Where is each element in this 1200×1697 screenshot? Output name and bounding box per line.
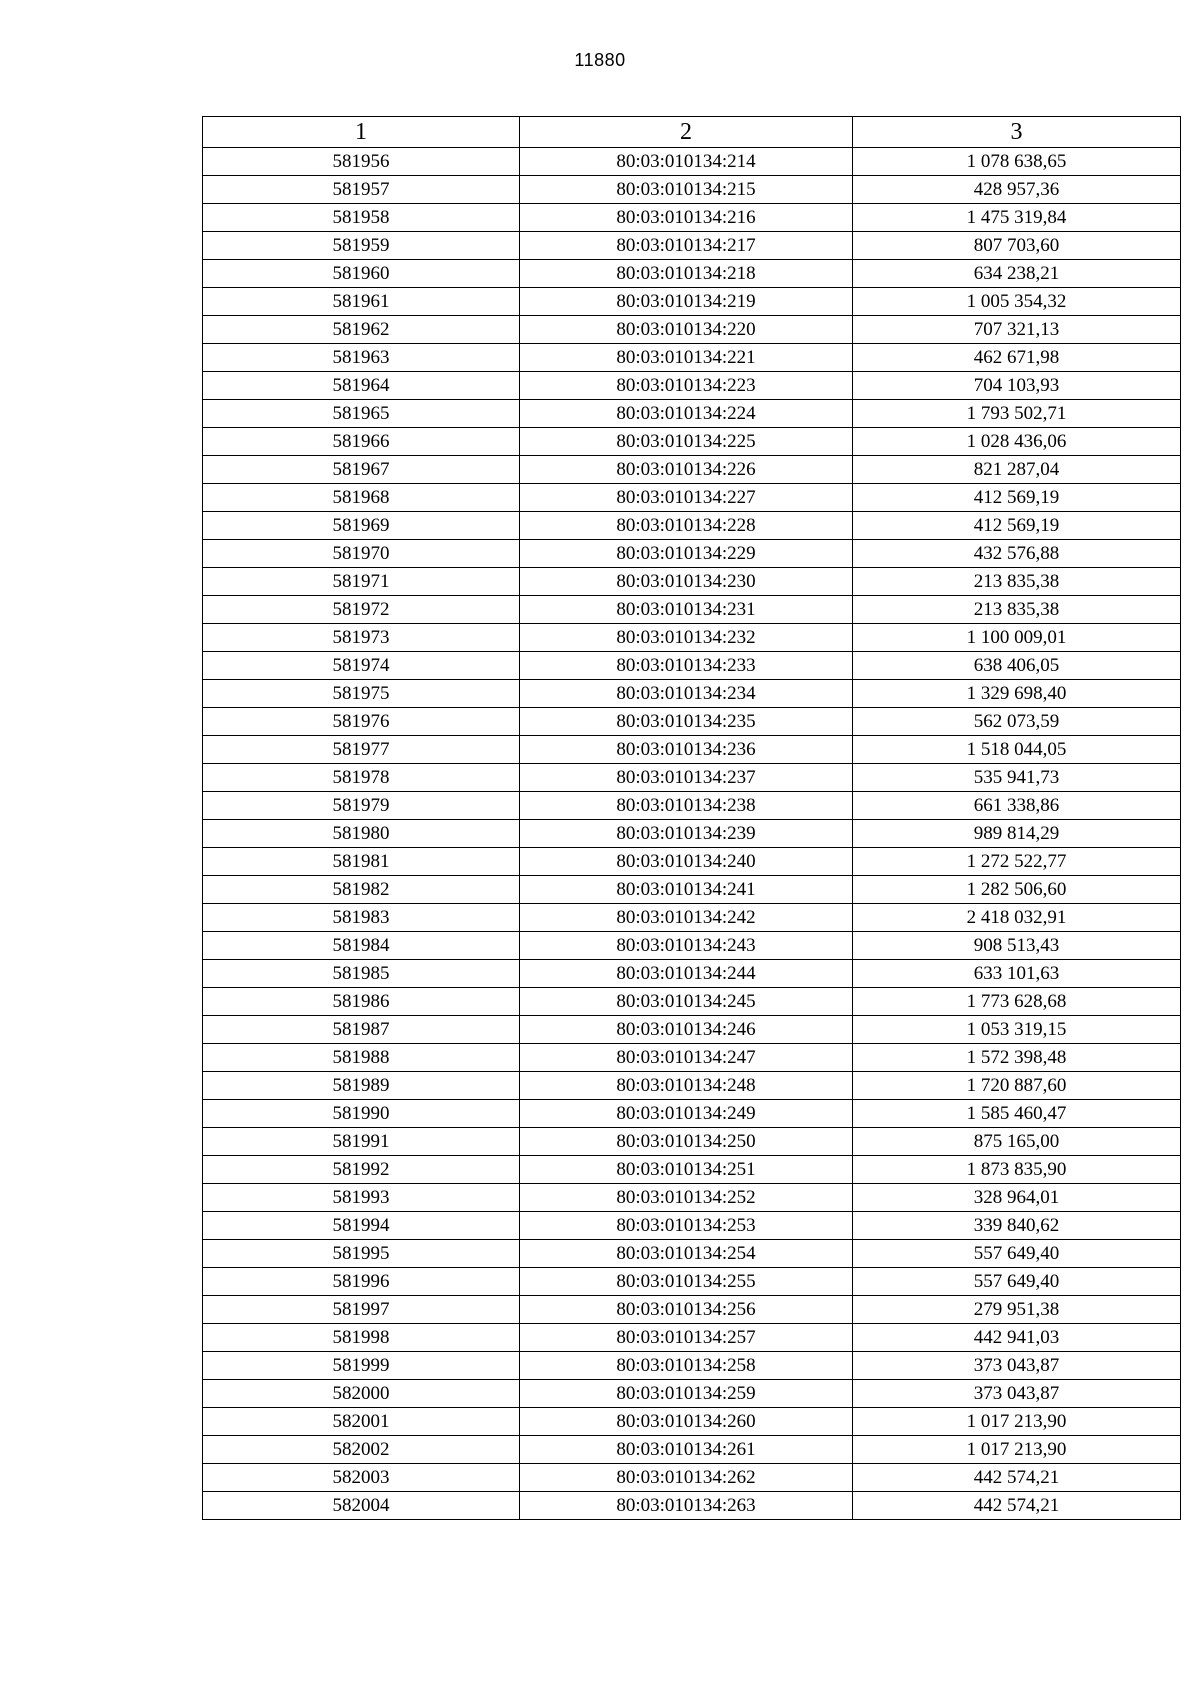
cell-number: 581970	[203, 540, 520, 568]
cell-number: 581975	[203, 680, 520, 708]
cell-cadastral-number: 80:03:010134:260	[520, 1408, 853, 1436]
table-row	[203, 456, 1181, 484]
cell-cadastral-number: 80:03:010134:225	[520, 428, 853, 456]
cell-value: 661 338,86	[853, 792, 1181, 820]
cell-value: 821 287,04	[853, 456, 1181, 484]
cell-number: 581972	[203, 596, 520, 624]
cell-value: 373 043,87	[853, 1352, 1181, 1380]
cell-number: 581957	[203, 176, 520, 204]
cell-cadastral-number: 80:03:010134:233	[520, 652, 853, 680]
cell-cadastral-number: 80:03:010134:258	[520, 1352, 853, 1380]
cell-value: 1 078 638,65	[853, 148, 1181, 176]
table-row	[203, 1212, 1181, 1240]
table-row	[203, 1296, 1181, 1324]
table-row	[203, 736, 1181, 764]
data-table	[202, 116, 1181, 1520]
cell-value: 1 518 044,05	[853, 736, 1181, 764]
cell-cadastral-number: 80:03:010134:234	[520, 680, 853, 708]
cell-number: 581974	[203, 652, 520, 680]
table-row	[203, 1156, 1181, 1184]
cell-number: 581973	[203, 624, 520, 652]
cell-number: 581993	[203, 1184, 520, 1212]
cell-cadastral-number: 80:03:010134:229	[520, 540, 853, 568]
cell-cadastral-number: 80:03:010134:247	[520, 1044, 853, 1072]
cell-cadastral-number: 80:03:010134:227	[520, 484, 853, 512]
cell-value: 1 585 460,47	[853, 1100, 1181, 1128]
cell-value: 428 957,36	[853, 176, 1181, 204]
cell-value: 707 321,13	[853, 316, 1181, 344]
cell-number: 581976	[203, 708, 520, 736]
table-row	[203, 1072, 1181, 1100]
cell-cadastral-number: 80:03:010134:215	[520, 176, 853, 204]
table-row	[203, 988, 1181, 1016]
cell-cadastral-number: 80:03:010134:239	[520, 820, 853, 848]
table-row	[203, 1492, 1181, 1520]
table-row	[203, 820, 1181, 848]
cell-number: 581966	[203, 428, 520, 456]
cell-cadastral-number: 80:03:010134:237	[520, 764, 853, 792]
cell-number: 581996	[203, 1268, 520, 1296]
cell-number: 581984	[203, 932, 520, 960]
cell-cadastral-number: 80:03:010134:231	[520, 596, 853, 624]
table-header	[203, 117, 1181, 148]
cell-value: 328 964,01	[853, 1184, 1181, 1212]
table-row	[203, 232, 1181, 260]
cell-value: 279 951,38	[853, 1296, 1181, 1324]
cell-number: 581991	[203, 1128, 520, 1156]
cell-value: 1 475 319,84	[853, 204, 1181, 232]
table-row	[203, 148, 1181, 176]
table-row	[203, 596, 1181, 624]
cell-cadastral-number: 80:03:010134:214	[520, 148, 853, 176]
cell-number: 581965	[203, 400, 520, 428]
table-row	[203, 204, 1181, 232]
table-row	[203, 1184, 1181, 1212]
table-row	[203, 344, 1181, 372]
cell-cadastral-number: 80:03:010134:218	[520, 260, 853, 288]
cell-value: 1 100 009,01	[853, 624, 1181, 652]
cell-cadastral-number: 80:03:010134:226	[520, 456, 853, 484]
cell-cadastral-number: 80:03:010134:262	[520, 1464, 853, 1492]
table-row	[203, 904, 1181, 932]
cell-number: 581977	[203, 736, 520, 764]
table-row	[203, 1436, 1181, 1464]
cell-value: 1 793 502,71	[853, 400, 1181, 428]
table-row	[203, 540, 1181, 568]
table-row	[203, 1044, 1181, 1072]
cell-number: 582002	[203, 1436, 520, 1464]
cell-cadastral-number: 80:03:010134:242	[520, 904, 853, 932]
cell-value: 432 576,88	[853, 540, 1181, 568]
cell-value: 562 073,59	[853, 708, 1181, 736]
cell-cadastral-number: 80:03:010134:245	[520, 988, 853, 1016]
cell-cadastral-number: 80:03:010134:256	[520, 1296, 853, 1324]
cell-number: 581992	[203, 1156, 520, 1184]
cell-cadastral-number: 80:03:010134:221	[520, 344, 853, 372]
table-row	[203, 960, 1181, 988]
cell-cadastral-number: 80:03:010134:244	[520, 960, 853, 988]
table-row	[203, 1100, 1181, 1128]
cell-cadastral-number: 80:03:010134:263	[520, 1492, 853, 1520]
cell-value: 557 649,40	[853, 1240, 1181, 1268]
cell-number: 582001	[203, 1408, 520, 1436]
cell-number: 581967	[203, 456, 520, 484]
cell-value: 442 941,03	[853, 1324, 1181, 1352]
cell-number: 581998	[203, 1324, 520, 1352]
cell-number: 581961	[203, 288, 520, 316]
table-row	[203, 1464, 1181, 1492]
cell-number: 581956	[203, 148, 520, 176]
cell-cadastral-number: 80:03:010134:248	[520, 1072, 853, 1100]
cell-value: 1 272 522,77	[853, 848, 1181, 876]
table-row	[203, 1268, 1181, 1296]
table-row	[203, 680, 1181, 708]
table-row	[203, 260, 1181, 288]
cell-value: 2 418 032,91	[853, 904, 1181, 932]
cell-number: 581989	[203, 1072, 520, 1100]
table-row	[203, 764, 1181, 792]
cell-value: 908 513,43	[853, 932, 1181, 960]
cell-cadastral-number: 80:03:010134:230	[520, 568, 853, 596]
cell-number: 581968	[203, 484, 520, 512]
cell-value: 638 406,05	[853, 652, 1181, 680]
cell-cadastral-number: 80:03:010134:257	[520, 1324, 853, 1352]
cell-cadastral-number: 80:03:010134:261	[520, 1436, 853, 1464]
table-row	[203, 932, 1181, 960]
page-number: 11880	[574, 50, 626, 70]
table-row	[203, 1408, 1181, 1436]
cell-cadastral-number: 80:03:010134:219	[520, 288, 853, 316]
table-row	[203, 288, 1181, 316]
table-row	[203, 1380, 1181, 1408]
cell-number: 581980	[203, 820, 520, 848]
cell-number: 582000	[203, 1380, 520, 1408]
cell-number: 581978	[203, 764, 520, 792]
cell-value: 1 017 213,90	[853, 1408, 1181, 1436]
cell-number: 582003	[203, 1464, 520, 1492]
cell-cadastral-number: 80:03:010134:220	[520, 316, 853, 344]
table-row	[203, 316, 1181, 344]
cell-cadastral-number: 80:03:010134:259	[520, 1380, 853, 1408]
table-row	[203, 428, 1181, 456]
cell-number: 581963	[203, 344, 520, 372]
table-row	[203, 1128, 1181, 1156]
cell-number: 581959	[203, 232, 520, 260]
cell-number: 581964	[203, 372, 520, 400]
cell-cadastral-number: 80:03:010134:217	[520, 232, 853, 260]
cell-value: 1 329 698,40	[853, 680, 1181, 708]
cell-value: 634 238,21	[853, 260, 1181, 288]
cell-cadastral-number: 80:03:010134:241	[520, 876, 853, 904]
cell-value: 1 053 319,15	[853, 1016, 1181, 1044]
cell-value: 535 941,73	[853, 764, 1181, 792]
cell-value: 1 873 835,90	[853, 1156, 1181, 1184]
cell-value: 1 572 398,48	[853, 1044, 1181, 1072]
cell-cadastral-number: 80:03:010134:243	[520, 932, 853, 960]
cell-value: 213 835,38	[853, 568, 1181, 596]
column-header-2: 2	[520, 117, 853, 148]
cell-value: 807 703,60	[853, 232, 1181, 260]
header-row	[203, 117, 1181, 148]
table-row	[203, 848, 1181, 876]
cell-number: 581999	[203, 1352, 520, 1380]
cell-cadastral-number: 80:03:010134:223	[520, 372, 853, 400]
column-header-1: 1	[203, 117, 520, 148]
cell-cadastral-number: 80:03:010134:249	[520, 1100, 853, 1128]
cell-cadastral-number: 80:03:010134:246	[520, 1016, 853, 1044]
table-row	[203, 568, 1181, 596]
cell-value: 462 671,98	[853, 344, 1181, 372]
table-row	[203, 372, 1181, 400]
cell-value: 1 720 887,60	[853, 1072, 1181, 1100]
cell-value: 1 005 354,32	[853, 288, 1181, 316]
cell-value: 633 101,63	[853, 960, 1181, 988]
cell-cadastral-number: 80:03:010134:250	[520, 1128, 853, 1156]
cell-value: 557 649,40	[853, 1268, 1181, 1296]
cell-number: 581994	[203, 1212, 520, 1240]
cell-number: 581997	[203, 1296, 520, 1324]
cell-value: 373 043,87	[853, 1380, 1181, 1408]
column-header-3: 3	[853, 117, 1181, 148]
cell-cadastral-number: 80:03:010134:235	[520, 708, 853, 736]
table-body	[203, 148, 1181, 1520]
cell-value: 213 835,38	[853, 596, 1181, 624]
cell-number: 581971	[203, 568, 520, 596]
table-row	[203, 708, 1181, 736]
table-row	[203, 1016, 1181, 1044]
cell-value: 1 282 506,60	[853, 876, 1181, 904]
cell-value: 412 569,19	[853, 512, 1181, 540]
table-row	[203, 624, 1181, 652]
cell-number: 582004	[203, 1492, 520, 1520]
cell-number: 581981	[203, 848, 520, 876]
cell-number: 581982	[203, 876, 520, 904]
cell-number: 581995	[203, 1240, 520, 1268]
cell-number: 581988	[203, 1044, 520, 1072]
cell-cadastral-number: 80:03:010134:236	[520, 736, 853, 764]
cell-number: 581986	[203, 988, 520, 1016]
cell-number: 581983	[203, 904, 520, 932]
cell-cadastral-number: 80:03:010134:216	[520, 204, 853, 232]
table-row	[203, 652, 1181, 680]
cell-value: 1 017 213,90	[853, 1436, 1181, 1464]
cell-cadastral-number: 80:03:010134:228	[520, 512, 853, 540]
cell-number: 581979	[203, 792, 520, 820]
cell-value: 442 574,21	[853, 1464, 1181, 1492]
cell-value: 1 773 628,68	[853, 988, 1181, 1016]
cell-number: 581958	[203, 204, 520, 232]
cell-cadastral-number: 80:03:010134:238	[520, 792, 853, 820]
cell-cadastral-number: 80:03:010134:252	[520, 1184, 853, 1212]
cell-cadastral-number: 80:03:010134:254	[520, 1240, 853, 1268]
cell-value: 412 569,19	[853, 484, 1181, 512]
cell-number: 581985	[203, 960, 520, 988]
cell-cadastral-number: 80:03:010134:255	[520, 1268, 853, 1296]
cell-cadastral-number: 80:03:010134:224	[520, 400, 853, 428]
table-row	[203, 512, 1181, 540]
cell-value: 875 165,00	[853, 1128, 1181, 1156]
table-row	[203, 1324, 1181, 1352]
cell-number: 581987	[203, 1016, 520, 1044]
table-row	[203, 1240, 1181, 1268]
cell-number: 581962	[203, 316, 520, 344]
table-row	[203, 1352, 1181, 1380]
cell-value: 989 814,29	[853, 820, 1181, 848]
cell-value: 339 840,62	[853, 1212, 1181, 1240]
table-row	[203, 176, 1181, 204]
cell-value: 1 028 436,06	[853, 428, 1181, 456]
cell-value: 442 574,21	[853, 1492, 1181, 1520]
cell-cadastral-number: 80:03:010134:253	[520, 1212, 853, 1240]
cell-number: 581990	[203, 1100, 520, 1128]
cell-cadastral-number: 80:03:010134:251	[520, 1156, 853, 1184]
cell-value: 704 103,93	[853, 372, 1181, 400]
table-row	[203, 792, 1181, 820]
cell-cadastral-number: 80:03:010134:240	[520, 848, 853, 876]
table-row	[203, 484, 1181, 512]
cell-number: 581960	[203, 260, 520, 288]
table-row	[203, 876, 1181, 904]
cell-cadastral-number: 80:03:010134:232	[520, 624, 853, 652]
table-row	[203, 400, 1181, 428]
cell-number: 581969	[203, 512, 520, 540]
